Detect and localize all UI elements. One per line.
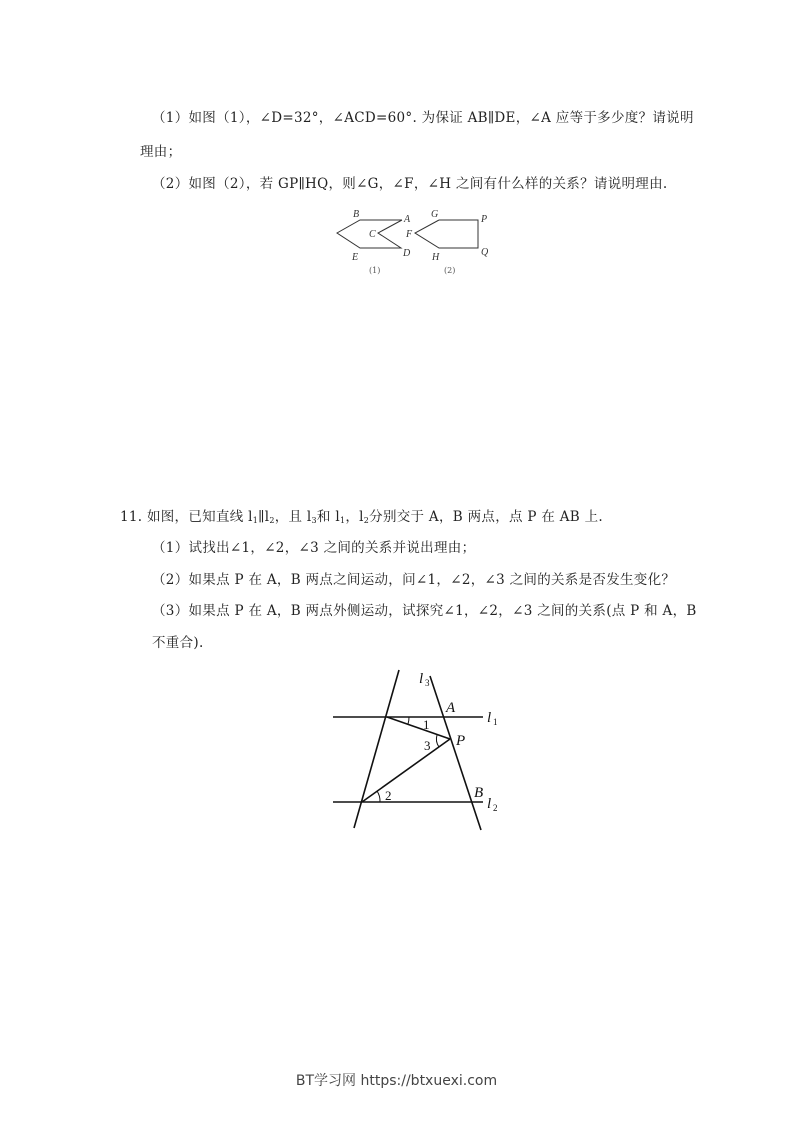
line-left-transversal bbox=[354, 670, 399, 828]
fig2-label-P: P bbox=[481, 214, 488, 225]
q11-figure bbox=[325, 660, 515, 840]
fig2-caption: (2) bbox=[444, 266, 456, 275]
q11-part3-line2: 不重合). bbox=[152, 635, 204, 651]
fig1-label-B: B bbox=[353, 209, 360, 220]
q11-part3-line1: （3）如果点 P 在 A，B 两点外侧运动，试探究∠1，∠2，∠3 之间的关系(点 P 和 A，B bbox=[152, 603, 697, 619]
q10-part1-line2: 理由； bbox=[140, 144, 182, 160]
figure-2 bbox=[415, 220, 478, 248]
segment-to-P-upper bbox=[387, 717, 450, 739]
q10-figures bbox=[325, 200, 505, 280]
fig1-label-C: C bbox=[369, 229, 376, 240]
angle3-arc bbox=[436, 735, 439, 747]
line-l1-subscript: 1 bbox=[493, 717, 498, 727]
angle3-label: 3 bbox=[424, 738, 431, 753]
line-l2-label: l bbox=[487, 796, 492, 812]
fig2-label-F: F bbox=[406, 229, 413, 240]
line-l2-subscript: 2 bbox=[493, 803, 498, 813]
fig2-label-H: H bbox=[432, 252, 440, 263]
fig2-label-Q: Q bbox=[481, 247, 489, 258]
angle2-arc bbox=[377, 791, 380, 802]
fig1-caption: (1) bbox=[369, 266, 381, 275]
q11-part2: （2）如果点 P 在 A，B 两点之间运动，问∠1，∠2，∠3 之间的关系是否发生变化？ bbox=[152, 572, 676, 588]
point-B-label: B bbox=[474, 785, 484, 801]
segment-to-P-lower bbox=[362, 739, 450, 802]
fig1-label-A: A bbox=[404, 214, 411, 225]
fig2-label-G: G bbox=[431, 209, 439, 220]
angle2-label: 2 bbox=[385, 788, 392, 803]
line-l3 bbox=[430, 676, 484, 830]
angle1-arc bbox=[408, 717, 409, 724]
q10-part1-line1: （1）如图（1），∠D=32°，∠ACD=60°. 为保证 AB∥DE，∠A 应等于多少度？请说明 bbox=[152, 110, 694, 126]
point-A-label: A bbox=[446, 700, 456, 716]
fig1-label-E: E bbox=[352, 252, 359, 263]
line-l3-label: l bbox=[419, 671, 424, 687]
angle1-label: 1 bbox=[423, 717, 430, 732]
line-l1-label: l bbox=[487, 710, 492, 726]
line-l3-subscript: 3 bbox=[425, 678, 430, 688]
q11-part1: （1）试找出∠1，∠2，∠3 之间的关系并说出理由； bbox=[152, 540, 476, 556]
point-P-label: P bbox=[456, 733, 466, 749]
footer-watermark: BT学习网 https://btxuexi.com bbox=[295, 1073, 498, 1089]
q11-stem: 11. 如图，已知直线 $l_1\parallel l_2$，且 $l_3$和 $l_1$，$l_2$分别交于 A，B 两点，点 P 在 AB 上. bbox=[120, 509, 604, 525]
q10-part2: （2）如图（2），若 GP∥HQ，则∠G，∠F，∠H 之间有什么样的关系？请说明理由. bbox=[152, 176, 668, 192]
fig1-label-D: D bbox=[403, 248, 411, 259]
